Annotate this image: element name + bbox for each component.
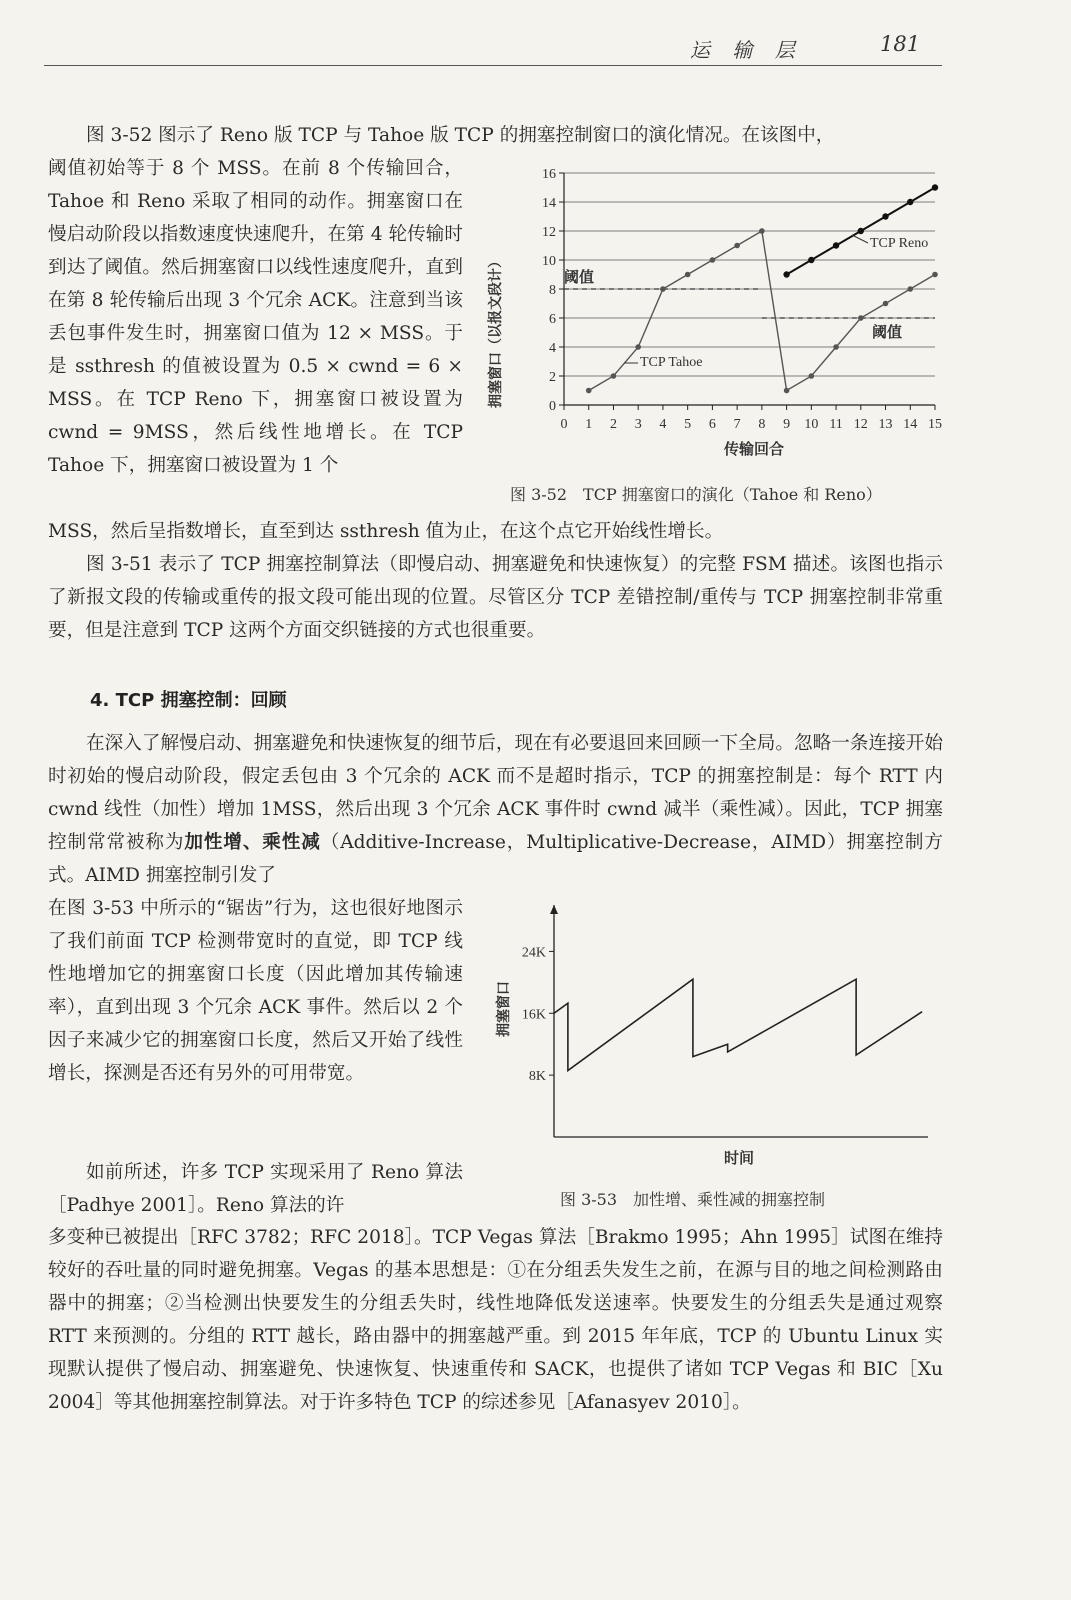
paragraph-1-wrap: 阈值初始等于 8 个 MSS。在前 8 个传输回合，Tahoe 和 Reno 采取了相同的动作。拥塞窗口在慢启动阶段以指数速度快速爬升，在第 4 轮传输时到达了阈值。然后拥塞窗口以线性速度爬升，直到在第 8 轮传输后出现 3 个冗余 ACK。注意到当该丢包事件发生时，拥塞窗口值为 12 × MSS。于是 ssthresh 的值被设置为 0.5 × cwnd = 6 × MSS。在 TCP Reno 下，拥塞窗口被设置为 cwnd = 9MSS，然后线性地增长。在 TCP Tahoe 下，拥塞窗口被设置为 1 个	[48, 158, 463, 476]
figure-3-53-caption: 图 3-53 加性增、乘性减的拥塞控制	[560, 1190, 826, 1209]
fig352-xtick-label: 14	[903, 417, 918, 432]
fig352-tahoe-point	[586, 388, 592, 394]
fig352-xtick-label: 12	[853, 417, 868, 432]
fig352-reno-leader	[852, 235, 868, 243]
fig353-ytick-label: 8K	[528, 1069, 546, 1085]
fig352-tahoe-point	[833, 344, 839, 350]
fig352-tahoe-point	[759, 228, 765, 234]
fig352-reno-point	[783, 271, 789, 277]
fig352-reno-point	[833, 242, 839, 248]
fig352-tahoe-point	[932, 272, 938, 278]
fig352-reno-point	[808, 257, 814, 263]
fig352-xtick-label: 3	[634, 417, 642, 432]
fig352-xlabel: 传输回合	[724, 442, 785, 458]
section-heading: 4. TCP 拥塞控制：回顾	[90, 690, 287, 711]
fig353-ytick-label: 24K	[521, 945, 546, 961]
running-head: 运 输 层	[690, 38, 803, 62]
fig352-ytick-label: 8	[549, 283, 556, 298]
fig352-ytick-label: 0	[549, 399, 556, 414]
fig352-tahoe-point	[858, 315, 864, 321]
paragraph-1-first-line: 图 3-52 图示了 Reno 版 TCP 与 Tahoe 版 TCP 的拥塞控制窗口的演化情况。在该图中，	[86, 125, 835, 146]
fig352-tahoe-point	[685, 272, 691, 278]
aimd-term: 加性增、乘性减	[184, 832, 321, 853]
fig352-ytick-label: 6	[549, 312, 556, 327]
fig353-xlabel: 时间	[724, 1151, 755, 1167]
fig352-xtick-label: 2	[609, 417, 617, 432]
fig352-xtick-label: 7	[733, 417, 741, 432]
fig353-y-arrowhead	[550, 905, 558, 914]
fig352-tahoe-point	[883, 301, 889, 307]
paragraph-3-end: （Additive-Increase，Multiplicative-Decrease，AIMD）拥塞控制方式。AIMD 拥塞控制引发了	[48, 832, 943, 886]
paragraph-3-wrap: 在图 3-53 中所示的“锯齿”行为，这也很好地图示了我们前面 TCP 检测带宽时的直觉，即 TCP 线性地增加它的拥塞窗口长度（因此增加其传输速率），直到出现 3 个冗余 ACK 事件。然后以 2 个因子来减少它的拥塞窗口长度，然后又开始了线性增长，探测是否还有另外的可用带宽。	[48, 898, 463, 1084]
fig353-aimd-sawtooth-line	[554, 979, 922, 1070]
fig352-reno-point	[882, 213, 888, 219]
fig352-ytick-label: 2	[549, 370, 556, 385]
fig352-tahoe-point	[784, 388, 790, 394]
fig352-ytick-label: 16	[542, 167, 556, 182]
fig352-tahoe-point	[635, 344, 641, 350]
fig352-reno-point	[858, 228, 864, 234]
fig352-xtick-label: 11	[829, 417, 843, 432]
fig352-xtick-label: 15	[928, 417, 942, 432]
paragraph-4-tail: 多变种已被提出［RFC 3782；RFC 2018］。TCP Vegas 算法［Brakmo 1995；Ahn 1995］试图在维持较好的吞吐量的同时避免拥塞。Vegas 的基本思想是：①在分组丢失发生之前，在源与目的地之间检测路由器中的拥塞；②当检测出快要发生的分组丢失时，线性地降低发送速率。快要发生的分组丢失是通过观察 RTT 来预测的。分组的 RTT 越长，路由器中的拥塞越严重。到 2015 年年底，TCP 的 Ubuntu Linux 实现默认提供了慢启动、拥塞避免、快速恢复、快速重传和 SACK，也提供了诸如 TCP Vegas 和 BIC［Xu 2004］等其他拥塞控制算法。对于许多特色 TCP 的综述参见［Afanasyev 2010］。	[48, 1227, 943, 1413]
fig352-ylabel: 拥塞窗口（以报文段计）	[489, 254, 504, 408]
fig352-tahoe-point	[809, 373, 815, 379]
paragraph-3	[48, 727, 943, 892]
fig352-ytick-label: 4	[549, 341, 556, 356]
figure-3-52-caption: 图 3-52 TCP 拥塞窗口的演化（Tahoe 和 Reno）	[510, 485, 882, 504]
fig352-tahoe-label: TCP Tahoe	[640, 355, 703, 370]
figure-3-52-chart	[478, 158, 948, 478]
fig353-ylabel: 拥塞窗口	[497, 981, 512, 1037]
fig352-tahoe-point	[734, 243, 740, 249]
paragraph-3-start: 在深入了解慢启动、拥塞避免和快速恢复的细节后，现在有必要退回来回顾一下全局。忽略一条连接开始时初始的慢启动阶段，假定丢包由 3 个冗余的 ACK 而不是超时指示，TCP 的拥塞控制是：每个 RTT 内 cwnd 线性（加性）增加 1MSS，然后出现 3 个冗余 ACK 事件时 cwnd 减半（乘性减）。因此，TCP 拥塞控制常常被称为	[48, 733, 943, 853]
fig352-tahoe-point	[907, 286, 913, 292]
fig352-xtick-label: 5	[684, 417, 692, 432]
fig352-xtick-label: 13	[878, 417, 893, 432]
page-number: 181	[880, 32, 921, 56]
paragraph-2: 图 3-51 表示了 TCP 拥塞控制算法（即慢启动、拥塞避免和快速恢复）的完整 FSM 描述。该图也指示了新报文段的传输或重传的报文段可能出现的位置。尽管区分 TCP 差错控制/重传与 TCP 拥塞控制非常重要，但是注意到 TCP 这两个方面交织链接的方式也很重要。	[48, 554, 943, 641]
fig352-xtick-label: 9	[783, 417, 791, 432]
fig352-ytick-label: 14	[542, 196, 556, 211]
paragraph-1-tail: MSS，然后呈指数增长，直至到达 ssthresh 值为止，在这个点它开始线性增长。	[48, 521, 724, 542]
fig352-reno-point	[907, 199, 913, 205]
fig352-xtick-label: 4	[659, 417, 667, 432]
fig352-threshold-label-after-loss: 阈值	[872, 325, 903, 341]
fig352-xtick-label: 6	[708, 417, 716, 432]
fig352-reno-label: TCP Reno	[870, 236, 929, 251]
fig352-ytick-label: 10	[542, 254, 556, 269]
fig352-threshold-label-initial: 阈值	[564, 270, 595, 286]
fig352-tahoe-point	[611, 373, 617, 379]
paragraph-4-wrap: 如前所述，许多 TCP 实现采用了 Reno 算法［Padhye 2001］。Reno 算法的许	[48, 1162, 463, 1216]
fig352-tahoe-point	[710, 257, 716, 263]
fig352-reno-point	[932, 184, 938, 190]
fig352-tahoe-point	[660, 286, 666, 292]
fig353-ytick-label: 16K	[521, 1007, 546, 1023]
figure-3-53-chart	[488, 895, 928, 1175]
fig352-ytick-label: 12	[542, 225, 556, 240]
header-rule	[44, 65, 942, 66]
fig352-xtick-label: 10	[804, 417, 819, 432]
fig352-xtick-label: 0	[560, 417, 568, 432]
fig352-xtick-label: 1	[585, 417, 593, 432]
fig352-xtick-label: 8	[758, 417, 766, 432]
